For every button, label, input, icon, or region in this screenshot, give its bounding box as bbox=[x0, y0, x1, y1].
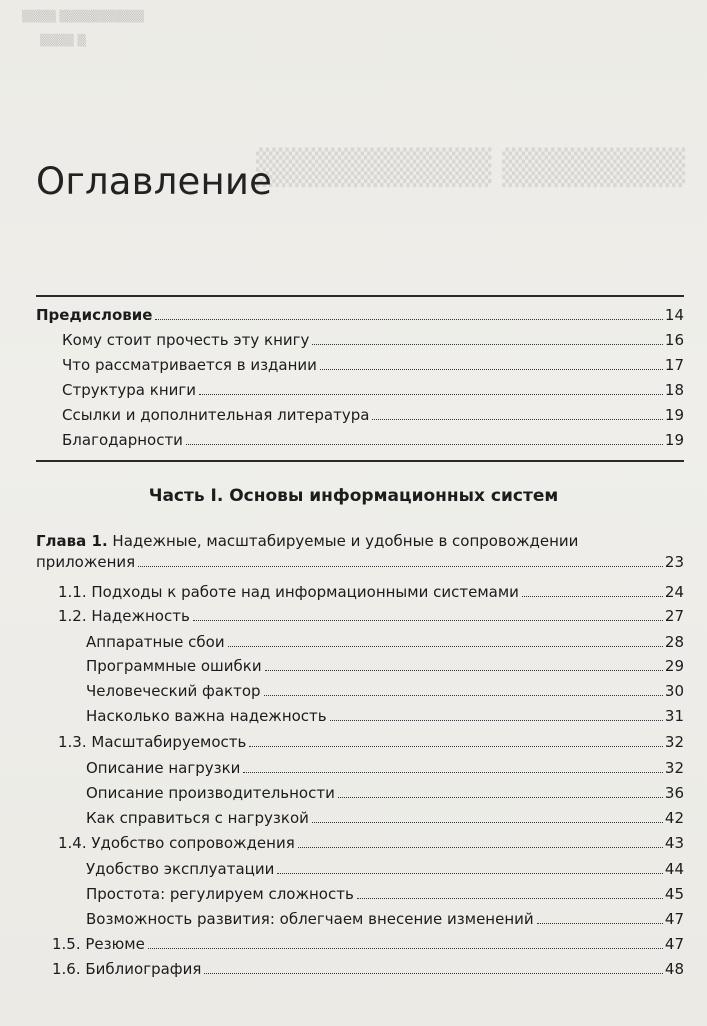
toc-leader-dots bbox=[243, 772, 662, 773]
toc-entry-page: 36 bbox=[664, 784, 684, 802]
toc-entry-title: Насколько важна надежность bbox=[86, 707, 327, 725]
toc-entry-title: Предисловие bbox=[36, 306, 153, 324]
toc-entry-title: Как справиться с нагрузкой bbox=[86, 809, 309, 827]
toc-entry-subsection bbox=[86, 682, 684, 700]
toc-entry-page: 19 bbox=[664, 406, 684, 424]
toc-entry-subsection bbox=[86, 633, 684, 651]
toc-entry-title: 1.2. Надежность bbox=[58, 607, 190, 625]
toc-entry-section bbox=[58, 583, 684, 601]
toc-entry-title: Простота: регулируем сложность bbox=[86, 885, 354, 903]
toc-entry-title: Описание производительности bbox=[86, 784, 335, 802]
toc-entry-page: 29 bbox=[664, 657, 684, 675]
toc-entry-page: 30 bbox=[664, 682, 684, 700]
toc-entry-subsection bbox=[86, 809, 684, 827]
toc-entry-page: 16 bbox=[664, 331, 684, 349]
toc-entry bbox=[62, 356, 684, 374]
toc-leader-dots bbox=[193, 620, 663, 621]
toc-entry-section bbox=[52, 960, 684, 978]
toc-entry-title: 1.5. Резюме bbox=[52, 935, 145, 953]
middle-rule bbox=[36, 460, 684, 462]
toc-leader-dots bbox=[320, 369, 663, 370]
toc-entry-page: 32 bbox=[664, 759, 684, 777]
toc-entry-page: 27 bbox=[664, 607, 684, 625]
toc-entry-title: Человеческий фактор bbox=[86, 682, 261, 700]
top-rule bbox=[36, 295, 684, 297]
toc-entry-subsection bbox=[86, 784, 684, 802]
show-through-text: ▒▒▒▒ ▒ bbox=[40, 34, 86, 47]
toc-leader-dots bbox=[312, 822, 663, 823]
toc-entry-title: Структура книги bbox=[62, 381, 197, 399]
toc-entry-title: Кому стоит прочесть эту книгу bbox=[62, 331, 310, 349]
part-title: Часть I. Основы информационных систем bbox=[148, 486, 559, 506]
toc-entry-page: 47 bbox=[664, 935, 684, 953]
toc-entry-subsection bbox=[86, 860, 684, 878]
toc-entry-subsection bbox=[86, 759, 684, 777]
chapter-title bbox=[36, 532, 578, 550]
toc-entry-page: 32 bbox=[664, 733, 684, 751]
toc-entry-page: 43 bbox=[664, 834, 684, 852]
toc-entry-page: 23 bbox=[664, 553, 684, 571]
toc-entry bbox=[62, 331, 684, 349]
toc-leader-dots bbox=[228, 646, 663, 647]
toc-leader-dots bbox=[522, 596, 663, 597]
toc-entry-page: 18 bbox=[664, 381, 684, 399]
toc-entry-subsection bbox=[86, 910, 684, 928]
toc-entry-title: Возможность развития: облегчаем внесение изменений bbox=[86, 910, 534, 928]
toc-entry-title: 1.6. Библиография bbox=[52, 960, 202, 978]
toc-entry-page: 44 bbox=[664, 860, 684, 878]
toc-entry-title: Благодарности bbox=[62, 431, 183, 449]
toc-leader-dots bbox=[199, 394, 663, 395]
toc-entry-page: 48 bbox=[664, 960, 684, 978]
toc-leader-dots bbox=[265, 670, 663, 671]
toc-entry-subsection bbox=[86, 657, 684, 675]
chapter-title-line1: Надежные, масштабируемые и удобные в сопровождении bbox=[107, 532, 579, 550]
toc-entry-subsection bbox=[86, 885, 684, 903]
toc-leader-dots bbox=[372, 419, 662, 420]
toc-entry-page: 24 bbox=[664, 583, 684, 601]
toc-entry-title: Ссылки и дополнительная литература bbox=[62, 406, 370, 424]
toc-leader-dots bbox=[186, 444, 663, 445]
toc-entry-page: 31 bbox=[664, 707, 684, 725]
toc-entry-page: 14 bbox=[664, 306, 684, 324]
toc-leader-dots bbox=[338, 797, 663, 798]
toc-entry-page: 28 bbox=[664, 633, 684, 651]
toc-entry-page: 47 bbox=[664, 910, 684, 928]
toc-entry-title: Описание нагрузки bbox=[86, 759, 241, 777]
chapter-label: Глава 1. bbox=[36, 532, 108, 550]
toc-entry-title: Удобство эксплуатации bbox=[86, 860, 275, 878]
toc-entry-subsection bbox=[86, 707, 684, 725]
toc-leader-dots bbox=[155, 319, 662, 320]
toc-entry bbox=[62, 381, 684, 399]
show-through-text: ▒▒▒▒ ▒▒▒▒▒▒▒▒▒▒ bbox=[22, 10, 144, 23]
toc-entry-title: 1.4. Удобство сопровождения bbox=[58, 834, 295, 852]
toc-leader-dots bbox=[537, 923, 663, 924]
toc-entry-title: Что рассматривается в издании bbox=[62, 356, 317, 374]
toc-entry-preface bbox=[36, 306, 684, 324]
toc-leader-dots bbox=[312, 344, 663, 345]
toc-entry bbox=[62, 406, 684, 424]
toc-entry-title: Программные ошибки bbox=[86, 657, 262, 675]
toc-entry-page: 45 bbox=[664, 885, 684, 903]
toc-leader-dots bbox=[330, 720, 663, 721]
toc-leader-dots bbox=[264, 695, 663, 696]
toc-entry bbox=[62, 431, 684, 449]
show-through-heading: ▒▒▒▒▒▒▒ ▒▒▒▒▒▒▒▒▒ bbox=[255, 148, 685, 188]
toc-leader-dots bbox=[249, 746, 663, 747]
toc-entry-chapter bbox=[36, 553, 684, 571]
toc-entry-section bbox=[58, 607, 684, 625]
toc-entry-title: 1.1. Подходы к работе над информационными системами bbox=[58, 583, 519, 601]
toc-entry-section bbox=[58, 834, 684, 852]
toc-entry-page: 19 bbox=[664, 431, 684, 449]
toc-leader-dots bbox=[357, 898, 663, 899]
toc-entry-title: 1.3. Масштабируемость bbox=[58, 733, 247, 751]
toc-entry-page: 42 bbox=[664, 809, 684, 827]
toc-entry-section bbox=[52, 935, 684, 953]
toc-entry-title: Аппаратные сбои bbox=[86, 633, 225, 651]
toc-entry-section bbox=[58, 733, 684, 751]
toc-entry-page: 17 bbox=[664, 356, 684, 374]
toc-leader-dots bbox=[204, 973, 663, 974]
page-title: Оглавление bbox=[36, 160, 273, 203]
toc-leader-dots bbox=[277, 873, 663, 874]
toc-leader-dots bbox=[298, 847, 663, 848]
toc-leader-dots bbox=[138, 566, 663, 567]
toc-leader-dots bbox=[148, 948, 663, 949]
chapter-title-line2: приложения bbox=[36, 553, 136, 571]
